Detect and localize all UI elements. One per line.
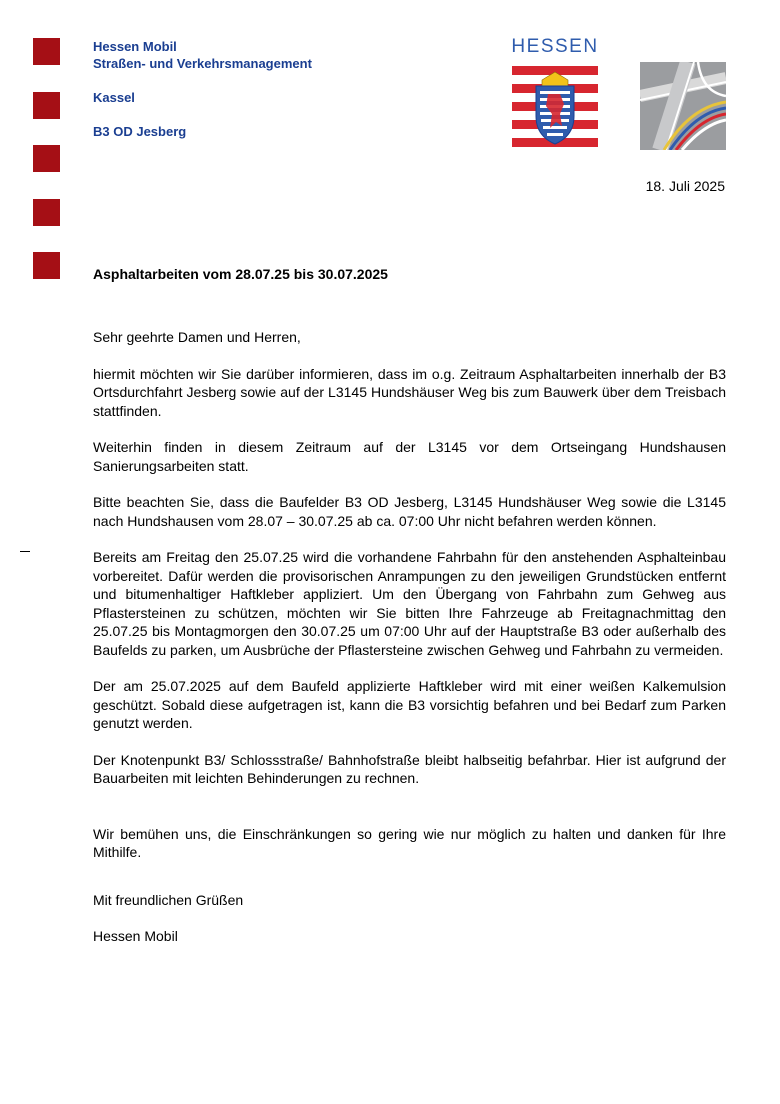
sender-project: B3 OD Jesberg: [93, 124, 187, 139]
margin-square: [33, 145, 60, 172]
margin-square: [33, 92, 60, 119]
signature: Hessen Mobil: [93, 928, 178, 944]
margin-square: [33, 199, 60, 226]
road-interchange-logo-icon: [640, 62, 726, 150]
body-paragraph: Bereits am Freitag den 25.07.25 wird die vorhandene Fahrbahn für den anstehenden Asphalteinbau vorbereitet. Dafür werden die provisorischen Anrampungen zu den jeweiligen Grundstücken entfernt und bitumenhaltiger Haftkleber appliziert. Um den Übergang von Fahrbahn zum Gehweg aus Pflastersteinen zu schützen, möchten wir Sie bitten Ihre Fahrzeuge ab Freitagnachmittag den 25.07.25 bis Montagmorgen den 30.07.25 um 07:00 Uhr auf der Hauptstraße B3 oder außerhalb des Baufelds zu parken, um Ausbrüche der Pflastersteine zwischen Gehweg und Fahrbahn zu vermeiden.: [93, 549, 726, 658]
hessen-coat-of-arms-icon: [512, 64, 598, 150]
margin-square: [33, 38, 60, 65]
sender-block: [93, 38, 312, 140]
sender-org: Hessen Mobil: [93, 39, 177, 54]
sender-city: Kassel: [93, 90, 135, 105]
body-paragraph: Weiterhin finden in diesem Zeitraum auf der L3145 vor dem Ortseingang Hundshausen Sanierungsarbeiten statt.: [93, 439, 726, 474]
letter-body: [93, 328, 726, 964]
fold-mark: [20, 551, 30, 552]
thanks-paragraph: Wir bemühen uns, die Einschränkungen so gering wie nur möglich zu halten und danken für Ihre Mithilfe.: [93, 825, 726, 860]
body-paragraph: hiermit möchten wir Sie darüber informieren, dass im o.g. Zeitraum Asphaltarbeiten innerhalb der B3 Ortsdurchfahrt Jesberg sowie auf der L3145 Hundshäuser Weg bis zum Bauwerk über dem Treisbach stattfinden.: [93, 365, 726, 419]
closing: Mit freundlichen Grüßen: [93, 891, 244, 908]
hessen-logo-text: HESSEN: [511, 36, 599, 57]
letter-date: 18. Juli 2025: [645, 178, 725, 194]
margin-square: [33, 252, 60, 279]
body-paragraph: Bitte beachten Sie, dass die Baufelder B3 OD Jesberg, L3145 Hundshäuser Weg sowie die L3145 nach Hundshausen vom 28.07 – 30.07.25 ab ca. 07:00 Uhr nicht befahren werden können.: [93, 494, 726, 529]
body-paragraph: Der am 25.07.2025 auf dem Baufeld applizierte Haftkleber wird mit einer weißen Kalkemulsion geschützt. Sobald diese aufgetragen ist, kann die B3 vorsichtig befahren und bei Bedarf zum Parken genutzt werden.: [93, 678, 726, 731]
salutation: Sehr geehrte Damen und Herren,: [93, 329, 301, 345]
sender-dept: Straßen- und Verkehrsmanagement: [93, 56, 312, 71]
letter-subject: Asphaltarbeiten vom 28.07.25 bis 30.07.2025: [93, 266, 388, 282]
body-paragraph: Der Knotenpunkt B3/ Schlossstraße/ Bahnhofstraße bleibt halbseitig befahrbar. Hier ist aufgrund der Bauarbeiten mit leichten Behinderungen zu rechnen.: [93, 751, 726, 786]
